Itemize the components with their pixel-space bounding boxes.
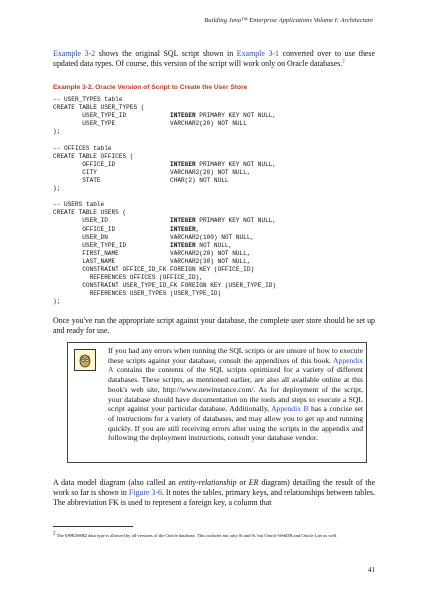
code-line: USER_ID INTEGER PRIMARY KEY NOT NULL, [53, 217, 277, 225]
er-term: ER [248, 478, 259, 487]
running-header: Building Java™ Enterprise Applications Volume I: Architecture [204, 17, 373, 24]
appendix-a-link[interactable]: Appendix A [108, 355, 363, 375]
code-line: CREATE TABLE OFFICES ( [53, 152, 134, 160]
code-keyword: INTEGER [170, 160, 196, 168]
code-line: -- USERS table [53, 201, 105, 209]
code-keyword: INTEGER [170, 217, 196, 225]
footnote-reference[interactable]: 2 [342, 59, 345, 65]
code-line: USER_TYPE VARCHAR2(20) NOT NULL [53, 120, 247, 128]
code-line: ); [53, 185, 61, 193]
page-number: 41 [367, 566, 375, 574]
footnote-text: data type is allowed by all versions of the Oracle database. This includes not only 8i and 9i, but Oracle WebDB and Oracle Lite as well. [86, 533, 338, 538]
website-url[interactable]: http://www.newinstance.com/ [162, 384, 254, 394]
code-line: REFERENCES OFFICES (OFFICE_ID), [53, 274, 203, 282]
code-line: STATE CHAR(2) NOT NULL [53, 176, 229, 184]
example-title: Example 3-2. Oracle Version of Script to Create the User Store [53, 84, 248, 91]
code-line: OFFICE_ID INTEGER PRIMARY KEY NOT NULL, [53, 160, 277, 168]
data-model-text-1: A data model diagram (also called an [53, 478, 179, 487]
code-line: REFERENCES USER_TYPES (USER_TYPE_ID) [53, 290, 222, 298]
appendix-b-link[interactable]: Appendix B [271, 404, 309, 414]
tip-text-4: has a concise set of instructions for a variety of databases, and may allow you to get up and running quickly. If you are still receiving errors after using the scripts in the appendix and following the deployment instructions, consult your database vendor. [108, 404, 364, 443]
tip-text-1: If you had any errors when running the SQL scripts or are unsure of how to execute these scripts against your database, consult the appendixes of this book. [108, 346, 363, 365]
code-line: CONSTRAINT OFFICE_ID_FK FOREIGN KEY (OFFICE_ID) [53, 265, 255, 273]
after-code-paragraph: Once you've run the appropriate script against your database, the complete user store should be set up and ready for use. [53, 316, 375, 335]
code-keyword: INTEGER [170, 112, 196, 120]
footnote-code-term: VARCHAR2 [64, 534, 87, 539]
code-line: CREATE TABLE USERS ( [53, 209, 127, 217]
tip-text [108, 346, 363, 443]
code-line: ); [53, 298, 61, 306]
entity-relationship-term: entity-relationship [178, 478, 237, 487]
tip-text-3: . As for deployment of the script, your database should have documentation on the tools and steps to execute a SQL script against your particular database. Additionally, [108, 384, 363, 414]
intro-text-2: converted over to use these updated data types. Of course, this version of the script will work only on Oracle databases. [53, 49, 375, 68]
code-line: CONSTRAINT USER_TYPE_ID_FK FOREIGN KEY (USER_TYPE_ID) [53, 282, 277, 290]
example-3-2-link[interactable]: Example 3-2 [53, 49, 96, 58]
code-line: CREATE TABLE USER_TYPES ( [53, 104, 145, 112]
tip-box [67, 342, 367, 463]
intro-text-1: shows the original SQL script shown in [95, 49, 237, 58]
footnote-mark: 2 [53, 531, 56, 537]
intro-paragraph [53, 49, 375, 69]
footnote-divider [53, 526, 133, 527]
figure-3-6-link[interactable]: Figure 3-6 [128, 488, 162, 497]
footnote [53, 532, 375, 541]
owl-tip-icon [74, 349, 96, 371]
footnote-lead: The [55, 533, 65, 538]
code-line: -- USER_TYPES table [53, 96, 123, 103]
code-line: USER_DN VARCHAR2(100) NOT NULL, [53, 233, 255, 241]
code-line: LAST_NAME VARCHAR2(30) NOT NULL, [53, 257, 251, 265]
code-keyword: INTEGER [170, 241, 196, 249]
example-3-1-link[interactable]: Example 3-1 [236, 49, 279, 58]
code-line: -- OFFICES table [53, 144, 112, 152]
code-keyword: INTEGER [170, 225, 196, 233]
code-line: OFFICE_ID INTEGER, [53, 225, 200, 233]
code-line: FIRST_NAME VARCHAR2(20) NOT NULL, [53, 249, 251, 257]
data-model-text-4: . It notes the tables, primary keys, and relationships between tables. The abbreviation FK is used to represent a foreign key, a column that [53, 488, 375, 507]
code-line: ); [53, 128, 61, 136]
code-line: USER_TYPE_ID INTEGER PRIMARY KEY NOT NULL, [53, 112, 277, 120]
code-line: CITY VARCHAR2(20) NOT NULL, [53, 168, 251, 176]
code-line: USER_TYPE_ID INTEGER NOT NULL, [53, 241, 233, 249]
data-model-text-3: diagram) detailing the result of the work so far is shown in [53, 478, 375, 497]
data-model-text-2: or [236, 478, 249, 487]
tip-text-2: contains the contents of the SQL scripts optimized for a variety of different databases. These scripts, as mentioned earlier, are also all available online at this book's web site, [108, 365, 363, 394]
data-model-paragraph [53, 478, 375, 508]
sql-code-block [53, 96, 276, 306]
